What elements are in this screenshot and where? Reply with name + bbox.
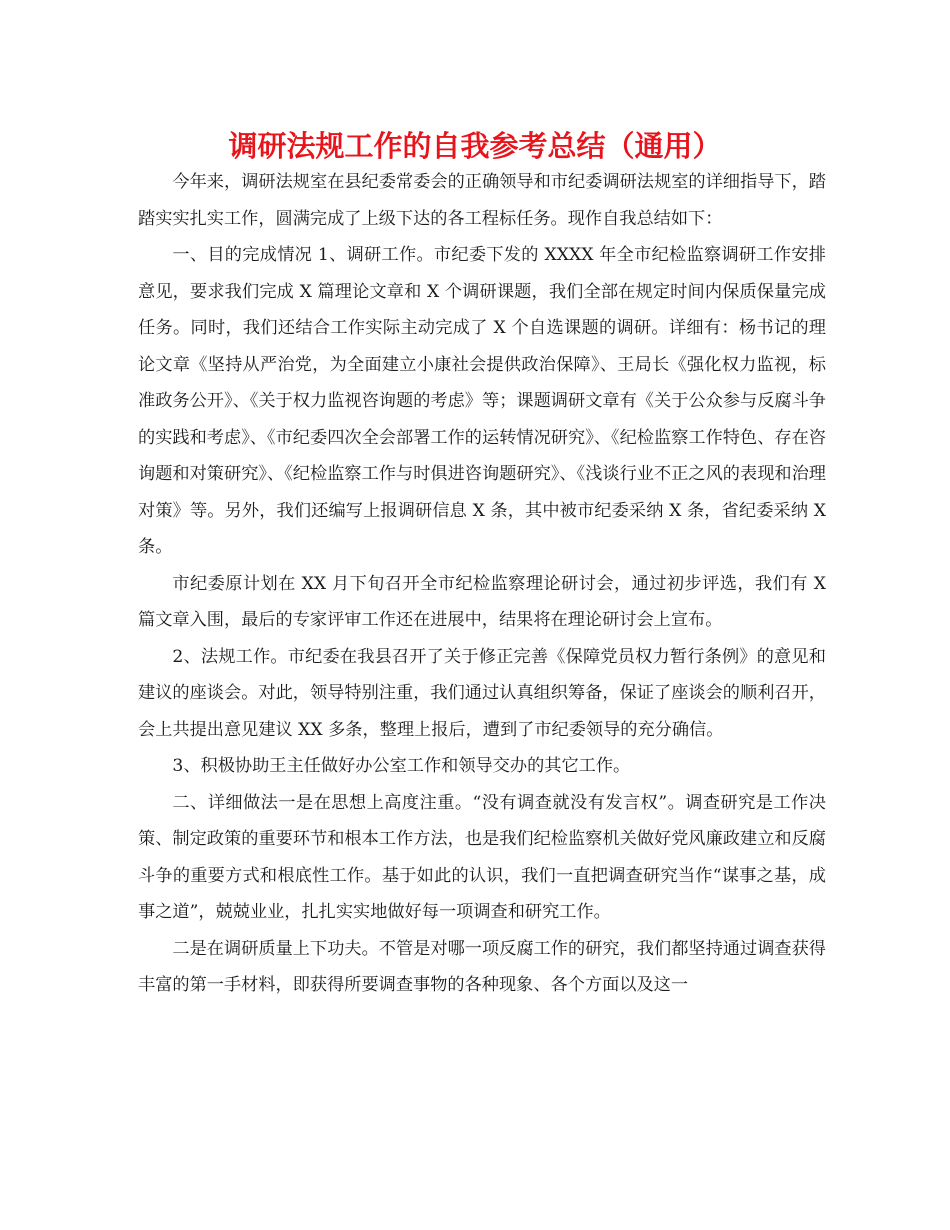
paragraph-regulation-work: 2、法规工作。市纪委在我县召开了关于修正完善《保障党员权力暂行条例》的意见和建议的座谈会。对此，领导特别注重，我们通过认真组织筹备，保证了座谈会的顺利召开，会上共提出意见建议 XX 多条，整理上报后，遭到了市纪委领导的充分确信。 — [138, 646, 826, 740]
paragraph-research-work: 一、目的完成情况 1、调研工作。市纪委下发的 XXXX 年全市纪检监察调研工作安排意见，要求我们完成 X 篇理论文章和 X 个调研课题，我们全部在规定时间内保质保量完成任务。同时，我们还结合工作实际主动完成了 X 个自选课题的调研。详细有：杨书记的理论文章《坚持从严治党，为全面建立小康社会提供政治保障》、王局长《强化权力监视，标准政务公开》、《关于权力监视咨询题的考虑》等；课题调研文章有《关于公众参与反腐斗争的实践和考虑》、《市纪委四次全会部署工作的运转情况研究》、《纪检监察工作特色、存在咨询题和对策研究》、《纪检监察工作与时俱进咨询题研究》、《浅谈行业不正之风的表现和治理对策》等。另外，我们还编写上报调研信息 X 条，其中被市纪委采纳 X 条，省纪委采纳 X 条。 — [138, 245, 826, 557]
paragraph-seminar-plan: 市纪委原计划在 XX 月下旬召开全市纪检监察理论研讨会，通过初步评选，我们有 X 篇文章入围，最后的专家评审工作还在进展中，结果将在理论研讨会上宣布。 — [138, 573, 826, 630]
document-body — [138, 164, 826, 1004]
paragraph-intro: 今年来，调研法规室在县纪委常委会的正确领导和市纪委调研法规室的详细指导下，踏踏实实扎实工作，圆满完成了上级下达的各工程标任务。现作自我总结如下： — [138, 172, 826, 229]
paragraph-methods-attention: 二、详细做法一是在思想上高度注重。“没有调查就没有发言权”。调查研究是工作决策、制定政策的重要环节和根本工作方法，也是我们纪检监察机关做好党风廉政建立和反腐斗争的重要方式和根底性工作。基于如此的认识，我们一直把调查研究当作“谋事之基，成事之道”，兢兢业业，扎扎实实地做好每一项调查和研究工作。 — [138, 792, 826, 922]
document-title: 调研法规工作的自我参考总结（通用） — [228, 129, 722, 163]
paragraph-methods-quality: 二是在调研质量上下功夫。不管是对哪一项反腐工作的研究，我们都坚持通过调查获得丰富的第一手材料，即获得所要调查事物的各种现象、各个方面以及这一 — [138, 938, 826, 995]
paragraph-office-assist: 3、积极协助王主任做好办公室工作和领导交办的其它工作。 — [172, 756, 631, 776]
